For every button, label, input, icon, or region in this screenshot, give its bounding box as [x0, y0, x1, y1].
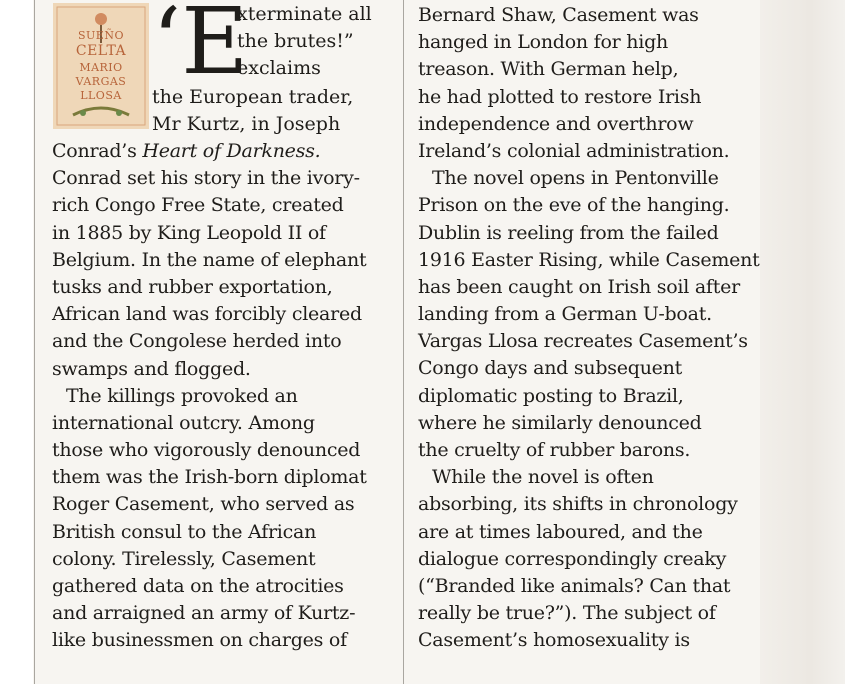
text-line: Casement’s homosexuality is	[418, 629, 690, 652]
cover-author-line: MARIO	[79, 61, 123, 74]
adjacent-page-bleed	[760, 0, 845, 684]
text-line: has been caught on Irish soil after	[418, 275, 740, 298]
text-line: in 1885 by King Leopold II of	[52, 221, 326, 244]
text-line: where he similarly denounced	[418, 411, 702, 434]
text-run: Conrad’s	[52, 140, 143, 162]
text-line: dialogue correspondingly creaky	[418, 547, 727, 570]
paragraph-first-line: The killings provoked an	[66, 384, 298, 407]
text-line: British consul to the African	[52, 520, 317, 543]
text-line: (“Branded like animals? Can that	[418, 574, 731, 597]
text-line: Ireland’s colonial administration.	[418, 139, 730, 162]
text-line: Bernard Shaw, Casement was	[418, 4, 699, 26]
text-line: he had plotted to restore Irish	[418, 85, 702, 108]
text-line: xterminate all	[237, 3, 372, 25]
text-line: gathered data on the atrocities	[52, 575, 344, 597]
text-line: Roger Casement, who served as	[52, 493, 355, 516]
text-line: those who vigorously denounced	[52, 439, 361, 462]
text-line: colony. Tirelessly, Casement	[52, 547, 316, 570]
text-line: swamps and flogged.	[52, 357, 251, 380]
cover-title-line: SUEÑO	[78, 29, 124, 42]
text-line: Congo days and subsequent	[418, 357, 683, 380]
text-line: tusks and rubber exportation,	[52, 275, 333, 298]
text-line: Vargas Llosa recreates Casement’s	[418, 330, 748, 353]
text-line: hanged in London for high	[418, 31, 668, 54]
text-line: the brutes!”	[237, 30, 354, 52]
cover-title-line: CELTA	[75, 43, 127, 59]
text-line: and the Congolese herded into	[52, 330, 342, 353]
cover-author-line: LLOSA	[80, 89, 122, 102]
drop-cap: ‘E	[152, 0, 249, 95]
text-line: diplomatic posting to Brazil,	[418, 384, 684, 407]
text-line: landing from a German U-boat.	[418, 303, 712, 326]
text-line: rich Congo Free State, created	[52, 194, 344, 217]
page-margin	[0, 0, 33, 684]
text-line: Conrad set his story in the ivory-	[52, 167, 360, 190]
text-line: are at times laboured, and the	[418, 520, 703, 543]
text-line: really be true?”). The subject of	[418, 602, 716, 625]
text-line: like businessmen on charges of	[52, 629, 347, 652]
article-column-right	[418, 0, 758, 655]
text-line: Dublin is reeling from the failed	[418, 221, 719, 244]
paragraph-first-line: The novel opens in Pentonville	[432, 167, 719, 190]
text-line: them was the Irish-born diplomat	[52, 466, 367, 489]
text-line: Prison on the eve of the hanging.	[418, 194, 730, 217]
column-rule-middle	[403, 0, 404, 684]
article-column-left	[52, 0, 392, 655]
paragraph-first-line: While the novel is often	[432, 466, 654, 489]
text-line: international outcry. Among	[52, 411, 315, 434]
text-line: 1916 Easter Rising, while Casement	[418, 248, 760, 271]
column-rule-left	[34, 0, 35, 684]
text-line: the cruelty of rubber barons.	[418, 439, 691, 461]
text-line: treason. With German help,	[418, 58, 679, 81]
book-title-italic: Heart of Darkness.	[142, 140, 321, 162]
text-line: exclaims	[237, 57, 321, 79]
cover-author-line: VARGAS	[75, 75, 127, 88]
text-line: absorbing, its shifts in chronology	[418, 493, 738, 516]
text-line: Belgium. In the name of elephant	[52, 248, 367, 271]
text-line: the European trader,	[152, 86, 354, 108]
text-line: independence and overthrow	[418, 112, 694, 135]
text-line: African land was forcibly cleared	[52, 303, 362, 326]
text-line: and arraigned an army of Kurtz-	[52, 602, 356, 625]
text-line: Mr Kurtz, in Joseph	[152, 113, 341, 135]
text-line	[52, 138, 392, 165]
